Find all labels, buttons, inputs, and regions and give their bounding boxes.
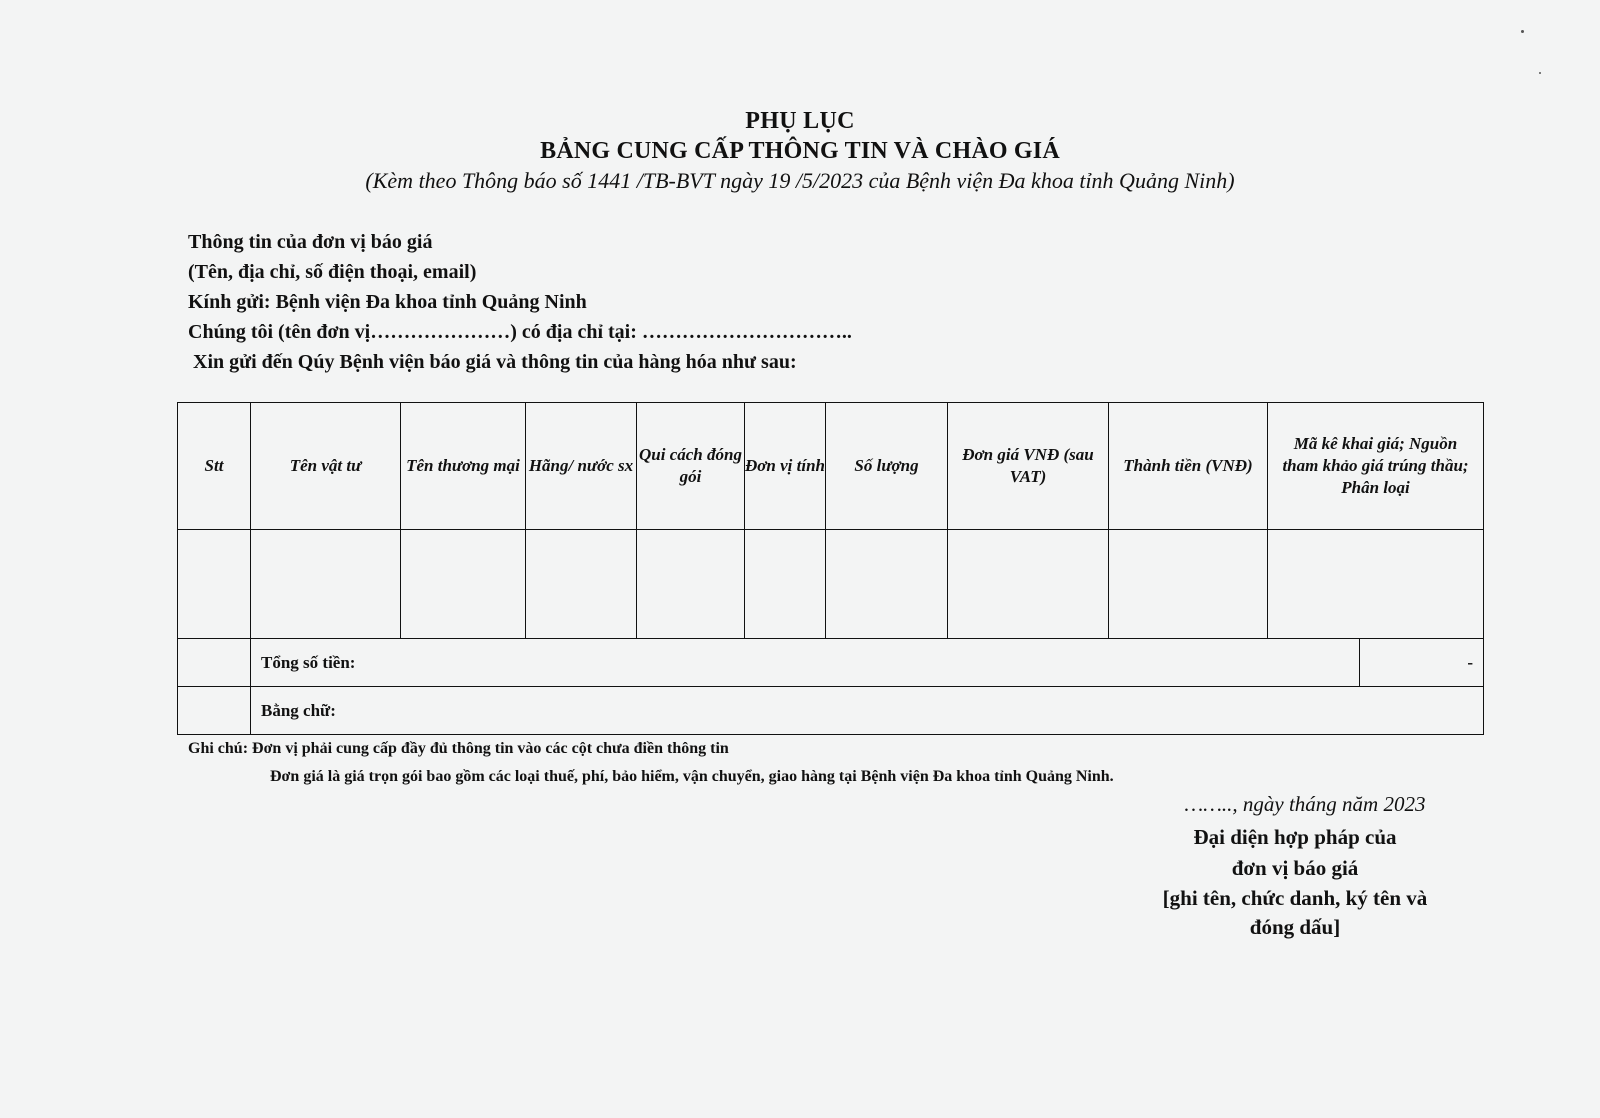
table-cell[interactable] <box>826 530 948 639</box>
col-header-item-name: Tên vật tư <box>251 403 401 530</box>
table-cell[interactable] <box>526 530 637 639</box>
info-line-company: Chúng tôi (tên đơn vị…………………) có địa chỉ tại: ………………………….. <box>188 321 852 343</box>
appendix-title: PHỤ LỤC <box>745 108 855 134</box>
total-label: Tổng số tiền: <box>251 639 1360 687</box>
table-cell[interactable] <box>1109 530 1268 639</box>
table-cell <box>178 639 251 687</box>
form-subtitle: (Kèm theo Thông báo số 1441 /TB-BVT ngày 19 /5/2023 của Bệnh viện Đa khoa tỉnh Quảng Ninh) <box>365 168 1235 193</box>
col-header-unit-price: Đơn giá VNĐ (sau VAT) <box>948 403 1109 530</box>
note-line-2: Đơn giá là giá trọn gói bao gồm các loại thuế, phí, bảo hiểm, vận chuyển, giao hàng tại Bệnh viện Đa khoa tỉnh Quảng Ninh. <box>270 768 1114 785</box>
table-cell[interactable] <box>637 530 745 639</box>
signature-line-3: [ghi tên, chức danh, ký tên và <box>1162 886 1428 910</box>
table-cell[interactable] <box>251 530 401 639</box>
col-header-quantity: Số lượng <box>826 403 948 530</box>
table-cell[interactable] <box>745 530 826 639</box>
note-line-1: Ghi chú: Đơn vị phải cung cấp đầy đủ thông tin vào các cột chưa điền thông tin <box>188 740 729 757</box>
table-cell[interactable] <box>948 530 1109 639</box>
total-value[interactable]: - <box>1360 639 1484 687</box>
in-words-row <box>178 687 1484 735</box>
info-line-request: Xin gửi đến Qúy Bệnh viện báo giá và thông tin của hàng hóa như sau: <box>193 351 797 373</box>
col-header-manufacturer: Hãng/ nước sx <box>526 403 637 530</box>
scan-speck <box>1521 30 1524 33</box>
signature-line-1: Đại diện hợp pháp của <box>1193 825 1397 849</box>
quote-table <box>177 402 1484 735</box>
info-line-contact: (Tên, địa chỉ, số điện thoại, email) <box>188 261 477 283</box>
scan-speck <box>1539 72 1541 74</box>
col-header-packaging: Qui cách đóng gói <box>637 403 745 530</box>
table-header-row <box>178 403 1484 530</box>
table-cell[interactable] <box>1268 530 1484 639</box>
signature-line-2: đơn vị báo giá <box>1231 856 1359 880</box>
col-header-unit: Đơn vị tính <box>745 403 826 530</box>
signature-line-4: đóng dấu] <box>1249 915 1341 939</box>
table-row <box>178 530 1484 639</box>
info-line-vendor: Thông tin của đơn vị báo giá <box>188 231 433 253</box>
table-cell[interactable] <box>178 530 251 639</box>
col-header-price-code: Mã kê khai giá; Nguồn tham khảo giá trúng thầu; Phân loại <box>1268 403 1484 530</box>
info-line-recipient: Kính gửi: Bệnh viện Đa khoa tỉnh Quảng Ninh <box>188 291 587 313</box>
in-words-label[interactable]: Bằng chữ: <box>251 687 1484 735</box>
col-header-trade-name: Tên thương mại <box>401 403 526 530</box>
table-cell <box>178 687 251 735</box>
date-line: …….., ngày tháng năm 2023 <box>1184 792 1426 816</box>
table-cell[interactable] <box>401 530 526 639</box>
col-header-stt: Stt <box>178 403 251 530</box>
form-title: BẢNG CUNG CẤP THÔNG TIN VÀ CHÀO GIÁ <box>540 138 1060 164</box>
col-header-amount: Thành tiền (VNĐ) <box>1109 403 1268 530</box>
total-row <box>178 639 1484 687</box>
